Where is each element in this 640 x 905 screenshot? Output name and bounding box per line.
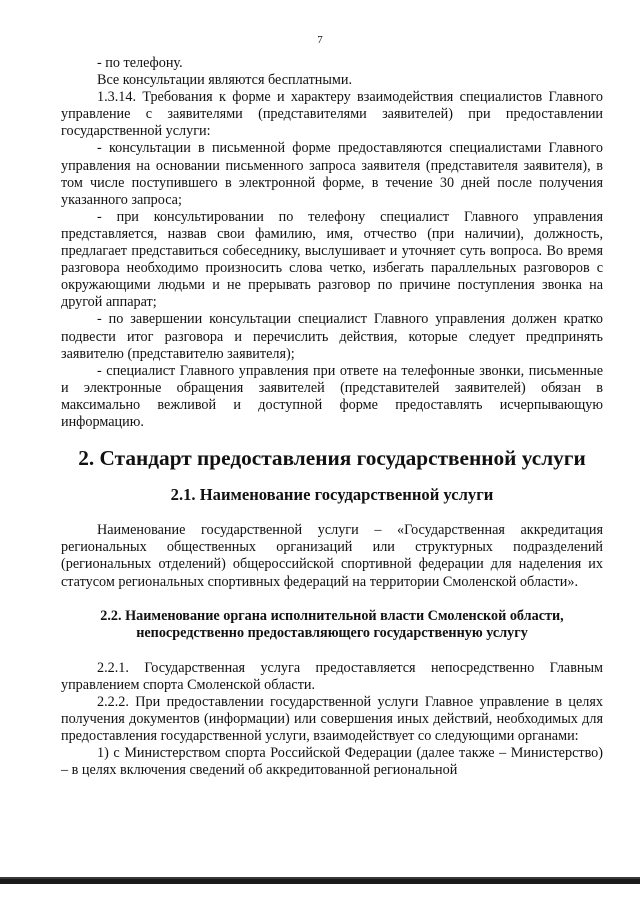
paragraph-1-3-14: 1.3.14. Требования к форме и характеру взаимодействия специалистов Главного управление с заявителями (представителями заявителей) при предоставлении государственной услуги: [61,89,603,140]
section-2-heading: 2. Стандарт предоставления государственной услуги [78,446,586,471]
paragraph-by-phone: - по телефону. [97,55,183,71]
paragraph-ministry-interaction: 1) с Министерством спорта Российской Федерации (далее также – Министерство) – в целях включения сведений об аккредитованной региональной [61,745,603,779]
paragraph-written-consultations: - консультации в письменной форме предоставляются специалистами Главного управления на основании письменного запроса заявителя (представителя заявителя), в том числе поступившего в электронной форме, в течение 30 дней после получения указанного запроса; [61,140,603,208]
paragraph-phone-consultation: - при консультировании по телефону специалист Главного управления представляется, назвав свои фамилию, имя, отчество (при наличии), должность, предлагает представиться собеседнику, выслушивает и уточняет суть вопроса. Во время разговора необходимо произносить слова четко, избегать параллельных разговоров с окружающими людьми и не прерывать разговор по причине поступления звонка на другой аппарат; [61,208,603,311]
section-2-2-heading-line-2: непосредственно предоставляющего государственную услугу [136,624,528,641]
section-2-1-heading: 2.1. Наименование государственной услуги [170,485,494,505]
section-2-2-heading [61,608,603,642]
paragraph-2-2-2: 2.2.2. При предоставлении государственной услуги Главное управление в целях получения документов (информации) или совершения иных действий, необходимых для предоставления государственной услуги, взаимодействует со следующими органами: [61,694,603,745]
paragraph-free-consultations: Все консультации являются бесплатными. [97,72,353,89]
paragraph-consultation-completion: - по завершении консультации специалист Главного управления должен кратко подвести итог разговора и перечислить действия, которые следует предпринять заявителю (представителю заявителя); [61,311,603,362]
page-number: 7 [317,34,323,46]
paragraph-2-2-1: 2.2.1. Государственная услуга предоставляется непосредственно Главным управлением спорта Смоленской области. [61,659,603,693]
paragraph-service-name: Наименование государственной услуги – «Государственная аккредитация региональных общественных организаций или структурных подразделений (региональных отделений) общероссийской спортивной федерации для наделения их статусом региональных спортивных федераций на территории Смоленской области». [61,522,603,590]
section-2-2-heading-line-1: 2.2. Наименование органа исполнительной власти Смоленской области, [100,607,564,624]
scan-bottom-edge [0,877,640,884]
paragraph-specialist-obligations: - специалист Главного управления при ответе на телефонные звонки, письменные и электронные обращения заявителей (представителей заявителей) обязан в максимально вежливой и доступной форме предоставлять исчерпывающую информацию. [61,362,603,430]
document-body [61,55,603,779]
